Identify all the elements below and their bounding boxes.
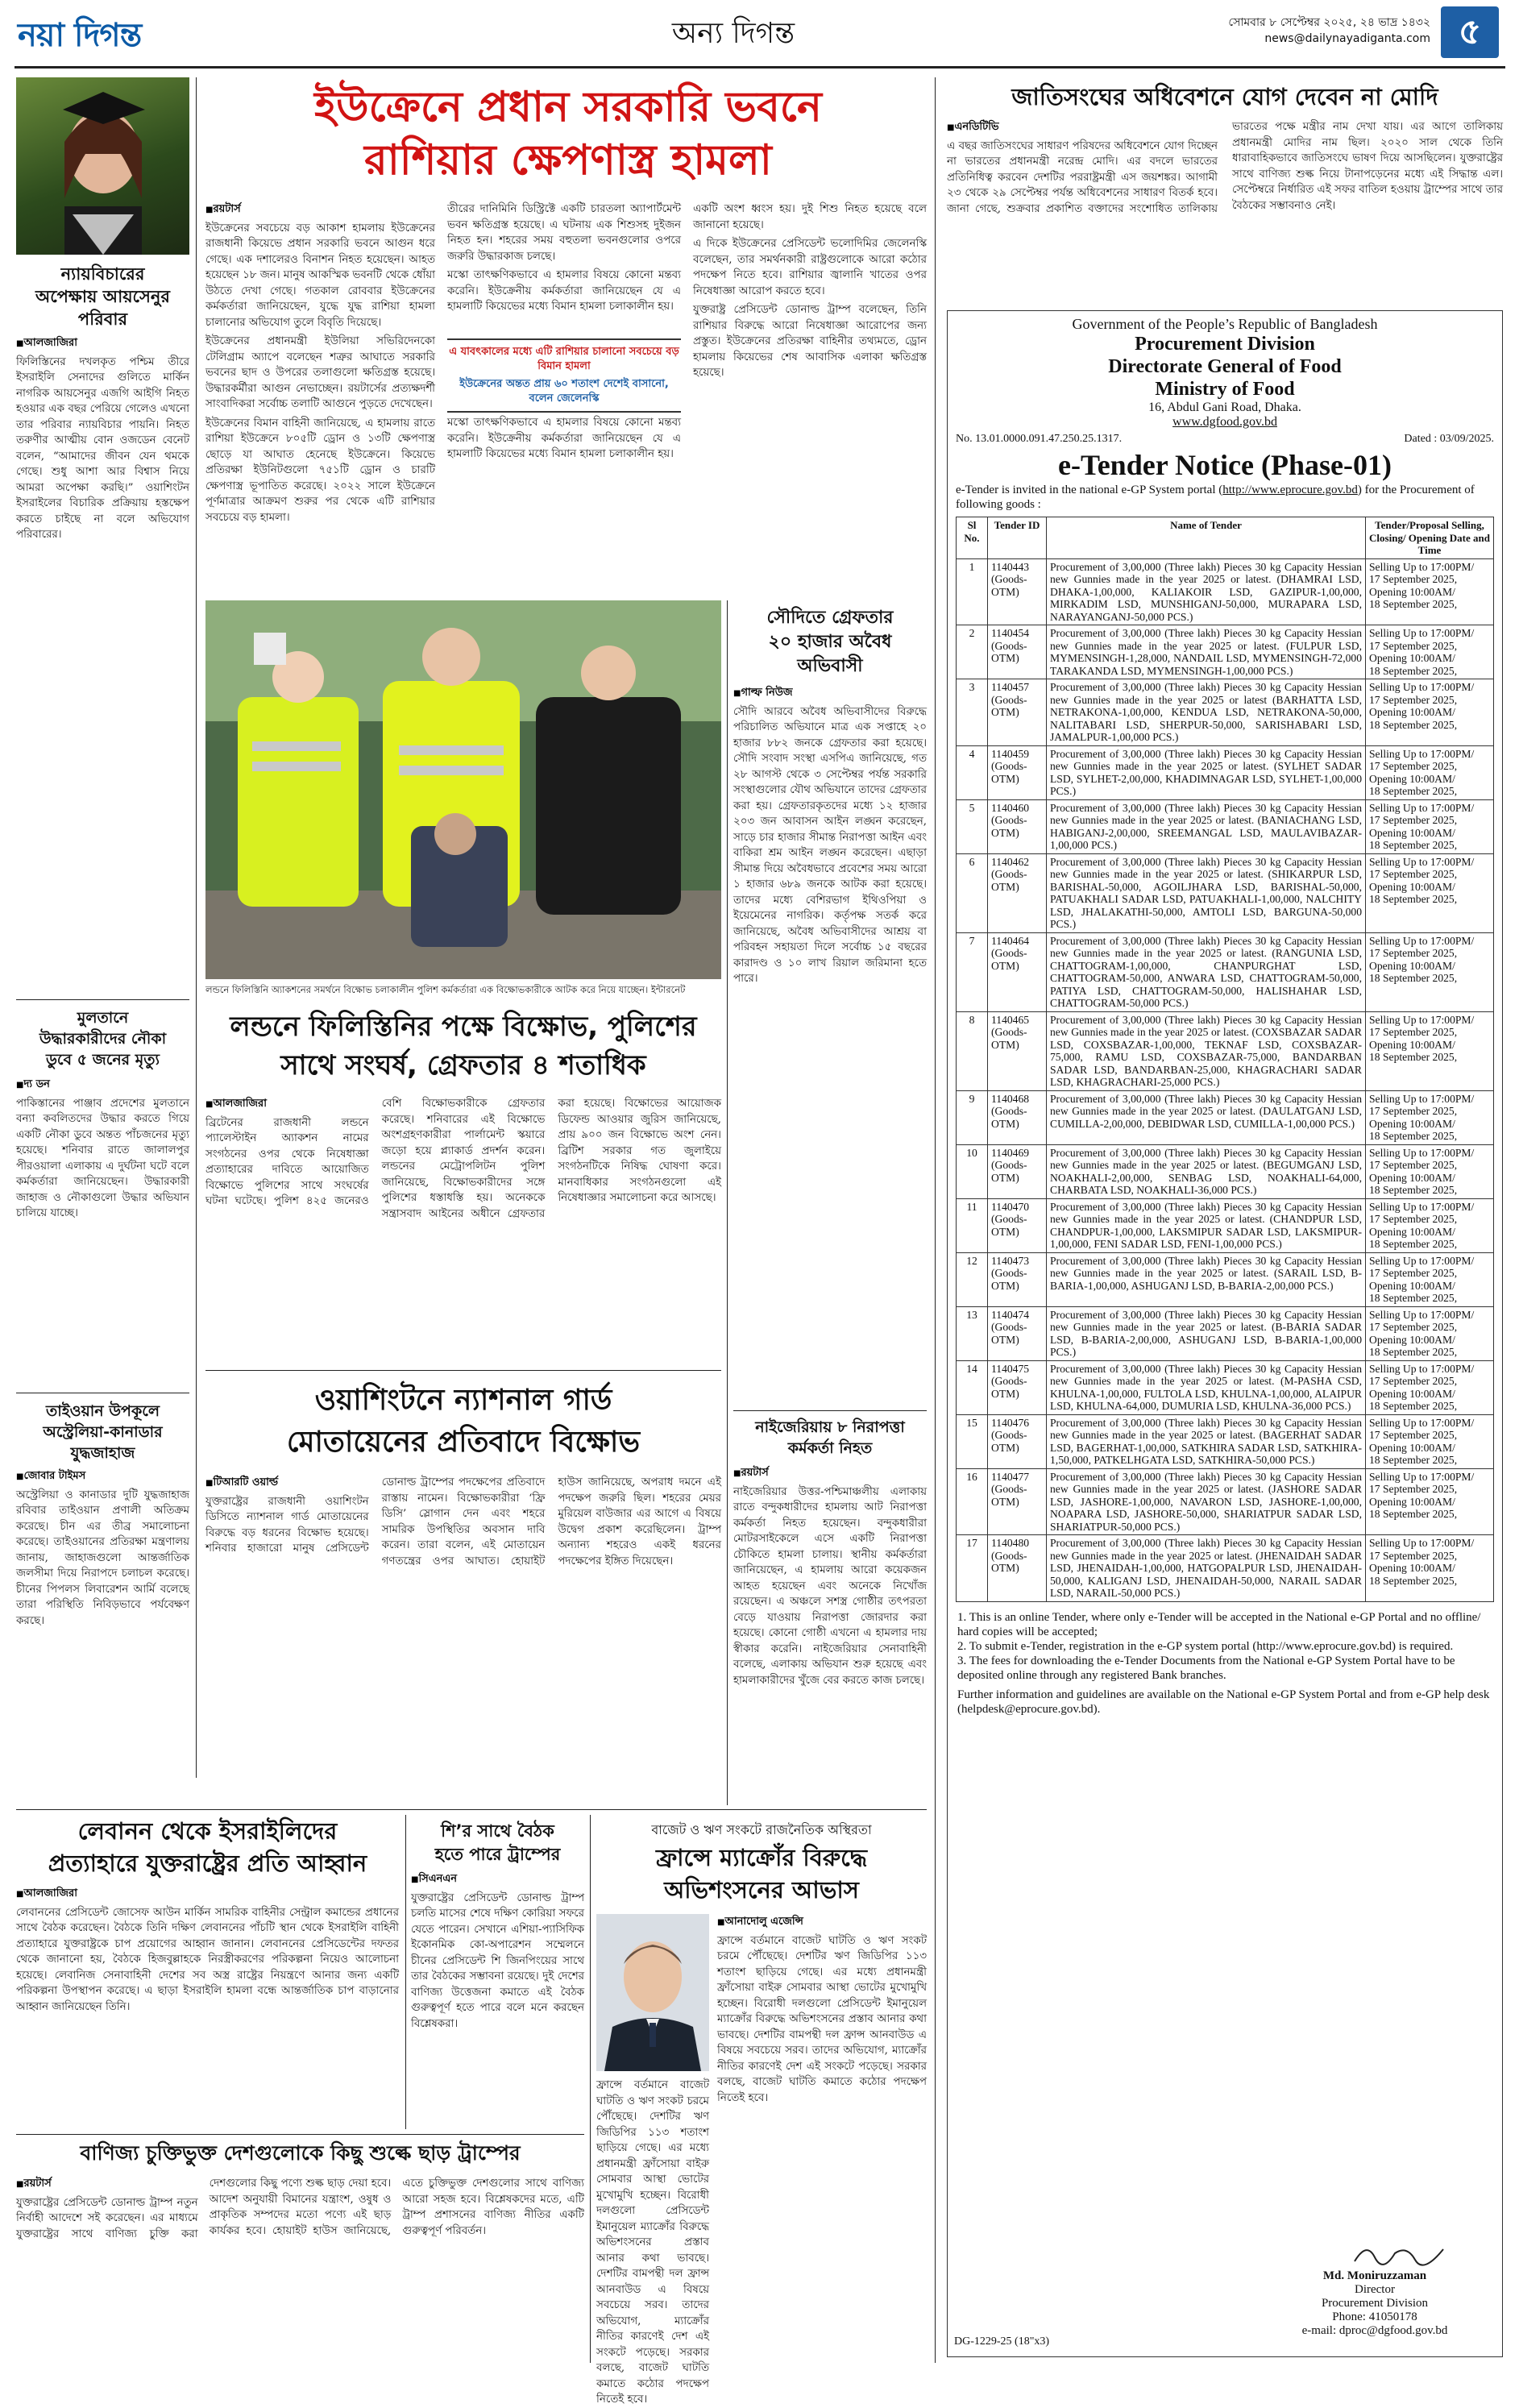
signature-icon	[1351, 2237, 1447, 2269]
schedule-line: Opening 10:00AM/	[1369, 1117, 1455, 1130]
schedule-line: Selling Up to 17:00PM/	[1369, 1470, 1475, 1483]
table-row	[957, 1306, 1494, 1360]
schedule-line: Opening 10:00AM/	[1369, 1441, 1455, 1454]
col-header-tender-id: Tender ID	[988, 517, 1047, 559]
tender-note-1: 1. This is an online Tender, where only e-Tender will be accepted in the National e-GP Portal and no offline/ hard copies will be accepted;	[957, 1610, 1481, 1638]
schedule-line: Selling Up to 17:00PM/	[1369, 1308, 1475, 1321]
schedule-line: 17 September 2025,	[1369, 693, 1458, 706]
xi-body: ■ সিএনএন যুক্তরাষ্ট্রের প্রেসিডেন্ট ডোনাল্ড ট্রাম্প চলতি মাসের শেষে দক্ষিণ কোরিয়া সফরে যেতে পারেন। সেখানে এশিয়া-প্যাসিফিক ইকোনমিক কো-অপারেশন সম্মেলনে চীনের প্রেসিডেন্ট শি জিনপিংয়ের সাথে তার বৈঠকের সম্ভাবনা রয়েছে। দুই দেশের বাণিজ্য উত্তেজনা কমাতে এই বৈঠক গুরুত্বপূর্ণ হতে পারে বলে মনে করছেন বিশ্লেষকরা।	[411, 1871, 584, 2129]
schedule-line: Selling Up to 17:00PM/	[1369, 1254, 1475, 1267]
schedule-line: 18 September 2025,	[1369, 718, 1458, 731]
sidebar2-headline: মুলতানে উদ্ধারকারীদের নৌকা ডুবে ৫ জনের মৃত্যু	[39, 1009, 167, 1069]
schedule-line: 18 September 2025,	[1369, 664, 1458, 677]
schedule-line: 17 September 2025,	[1369, 639, 1458, 652]
lead-col1: ■ রয়টার্স ইউক্রেনের সবচেয়ে বড় আকাশ হামলায় ইউক্রেনের রাজধানী কিয়েভে প্রধান সরকারি ভবনে আগুন ধরে গেছে। এক দশালেরও বিনাশন নিহত হয়েছেন। আহত হয়েছেন ১৮ জন। মানুষ আকস্মিক ভবনটি থেকে ধোঁয়া উঠতে দেখা গেছে। গতকাল রোববার ইউক্রেনের কর্মকর্তারা জানিয়েছেন, যুদ্ধে যুদ্ধ রাশিয়া হামলা চালানোর অভিযোগ তুলে বিবৃতি দিয়েছে। ইউক্রেনের প্রধানমন্ত্রী ইউলিয়া সভিরিদেনকো টেলিগ্রাম অ্যাপে বলেছেন শত্রুর আঘাতে সরকারি ভবনের ছাদ ও উপরের তলাগুলো ক্ষতিগ্রস্ত হয়েছে। উদ্ধারকর্মীরা আগুন নেভাচ্ছেন। রয়টার্সের প্রত্যক্ষদর্শী সাংবাদিকরা সর্বোচ্চ তলাটি আগুনে পুড়তে দেখেছেন। ইউক্রেনের বিমান বাহিনী জানিয়েছে, এ হামলায় রাতে রাশিয়া ইউক্রেনে ৮০৫টি ড্রোন ও ১৩টি ক্ষেপণাস্ত্র ছোড়ে যা আঘাত হেনেছে ইউক্রেনে। কিয়েভে প্রতিরক্ষা ইউনিটগুলো ৭৫১টি ড্রোন ও চারটি ক্ষেপণাস্ত্র ভূপাতিত করেছে। ২০২২ সালে ইউক্রেনে পূর্ণমাত্রার আক্রমণ শুরুর পর থেকে এটি রাশিয়ার সবচেয়ে বড় হামলা।	[205, 201, 435, 588]
schedule-line: 17 September 2025,	[1369, 868, 1458, 880]
london-headline: লন্ডনে ফিলিস্তিনির পক্ষে বিক্ষোভ, পুলিশের সাথে সংঘর্ষ, গ্রেফতার ৪ শতাধিক	[230, 1011, 697, 1082]
table-row	[957, 853, 1494, 932]
sidebar3-body: ■ জোবার টাইমস অস্ট্রেলিয়া ও কানাডার দুটি যুদ্ধজাহাজ রবিবার তাইওয়ান প্রণালী অতিক্রম করেছে। চীন এর তীব্র সমালোচনা করেছে। তাইওয়ানের প্রতিরক্ষা মন্ত্রণালয় জানায়, জাহাজগুলো আন্তর্জাতিক জলসীমা দিয়ে নিরাপদে চলাচল করেছে। চীনের পিপলস লিবারেশন আর্মি বলেছে তারা পরিস্থিতি নিবিড়ভাবে পর্যবেক্ষণ করছে।	[16, 1468, 189, 1775]
schedule-line: Selling Up to 17:00PM/	[1369, 747, 1475, 760]
schedule-line: Opening 10:00AM/	[1369, 1562, 1455, 1574]
schedule-line: Opening 10:00AM/	[1369, 706, 1455, 718]
sidebar1-headline: ন্যায়বিচারের অপেক্ষায় আয়সেনুর পরিবার	[35, 264, 170, 329]
tender-schedule	[1366, 679, 1494, 746]
col-header-name: Name of Tender	[1047, 517, 1366, 559]
tender-schedule	[1366, 932, 1494, 1011]
tender-id: 1140443 (Goods-OTM)	[988, 558, 1047, 625]
table-row	[957, 1414, 1494, 1468]
schedule-line: Opening 10:00AM/	[1369, 652, 1455, 664]
schedule-line: 18 September 2025,	[1369, 1400, 1458, 1412]
tender-name: Procurement of 3,00,000 (Three lakh) Pieces 30 kg Capacity Hessian new Gunnies made in the year 2025 or latest. (JHENAIDAH SADAR LSD, JHENAIDAH-1,00,000, HATGOPALPUR LSD, JHENAIDAH-50,000, KALIGANJ LSD, JHENAIDAH-50,000, NARAIL SADAR LSD, NARAIL-50,000 PCS.)	[1047, 1535, 1366, 1602]
tender-name: Procurement of 3,00,000 (Three lakh) Pieces 30 kg Capacity Hessian new Gunnies made in the year 2025 or latest (BARHATTA LSD, NETRAKONA-1,00,000, KENDUA LSD, NETRAKONA-50,000, NALITABARI LSD, SHERPUR-50,000, SARISHABARI LSD, JAMALPUR-1,00,000 PCS.)	[1047, 679, 1366, 746]
tender-sl: 15	[957, 1414, 988, 1468]
lead-col3: একটি অংশ ধ্বংস হয়। দুই শিশু নিহত হয়েছে বলে জানানো হয়েছে। এ দিকে ইউক্রেনের প্রেসিডেন্ট ভলোদিমির জেলেনস্কি বলেছেন, তার সমর্থনকারী রাষ্ট্রগুলোকে আরো কঠোর পদক্ষেপ নিতে হবে। রাশিয়ার জ্বালানি খাতের ওপর নিষেধাজ্ঞা আরোপ করতে হবে। যুক্তরাষ্ট্র প্রেসিডেন্ট ডোনাল্ড ট্রাম্প বলেছেন, তিনি রাশিয়ার বিরুদ্ধে আরো নিষেধাজ্ঞা আরোপের জন্য প্রস্তুত। ইউক্রেনের প্রতিরক্ষা বাহিনীর তথ্যমতে, ড্রোন হামলায় কিয়েভের শেষ আবাসিক এলাকা ক্ষতিগ্রস্ত হয়েছে।	[693, 203, 927, 379]
schedule-line: 18 September 2025,	[1369, 1346, 1458, 1358]
right-column-rule	[935, 77, 936, 2363]
tender-name: Procurement of 3,00,000 (Three lakh) Pieces 30 kg Capacity Hessian new Gunnies made in the year 2025 or latest. (SARAIL LSD, B-BARIA-1,00,000, ASHUGANJ LSD, B-BARIA-2,00,000 PCS.)	[1047, 1252, 1366, 1306]
schedule-line: 18 September 2025,	[1369, 839, 1458, 851]
tender-sl: 10	[957, 1144, 988, 1198]
macron-photo	[596, 1914, 709, 2071]
tender-notes	[948, 1602, 1502, 1717]
col-header-schedule: Tender/Proposal Selling, Closing/ Opening Date and Time	[1366, 517, 1494, 559]
tender-sl: 17	[957, 1535, 988, 1602]
lebanon-source: ■ আলজাজিরা	[16, 1886, 399, 1903]
sidebar-divider-1	[16, 999, 189, 1000]
tender-name: Procurement of 3,00,000 (Three lakh) Pieces 30 kg Capacity Hessian new Gunnies made in the year 2025 or latest. (CHANDPUR LSD, CHANDPUR-1,00,000, LAKSMIPUR SADAR LSD, LAKSMIPUR-1,00,000, FENI SADAR LSD, FENI-1,00,000 PCS.)	[1047, 1198, 1366, 1252]
schedule-line: 17 September 2025,	[1369, 1159, 1458, 1171]
lead-col2-continued: মস্কো তাৎক্ষণিকভাবে এ হামলার বিষয়ে কোনো মন্তব্য করেনি। ইউক্রেনীয় কর্মকর্তারা জানিয়েছেন যে এ হামলাটি কিয়েভের মধ্যে বিমান হামলা চলাকালীন হয়।	[447, 417, 681, 460]
col-header-sl: Sl No.	[957, 517, 988, 559]
tender-sl: 2	[957, 625, 988, 679]
schedule-line: Opening 10:00AM/	[1369, 880, 1455, 893]
tender-sl: 9	[957, 1090, 988, 1144]
un-body: ■ এনডিটিভি এ বছর জাতিসংঘের সাধারণ পরিষদের অধিবেশনে যোগ দিচ্ছেন না ভারতের প্রধানমন্ত্রী নরেন্দ্র মোদি। এর বদলে ভারতের প্রতিনিধিত্ব করবেন দেশটির পররাষ্ট্রমন্ত্রী এস জয়শঙ্কর। আগামী ২৩ থেকে ২৯ সেপ্টেম্বর পর্যন্ত অধিবেশনের সাধারণ বিতর্ক হবে। জানা গেছে, শুক্রবার প্রকাশিত বক্তাদের সংশোধিত তালিকায় ভারতের পক্ষে মন্ত্রীর নাম দেখা যায়। এর আগে তালিকায় প্রধানমন্ত্রী মোদির নাম ছিল। ২০২০ সাল থেকে তিনি ধারাবাহিকভাবে জাতিসংঘে ভাষণ দিয়ে আসছিলেন। যুক্তরাষ্ট্রের সাথে বাণিজ্য শুল্ক নিয়ে টানাপড়েনের মধ্যে এই সিদ্ধান্ত এল। সেপ্টেম্বরে নির্ধারিত এই সফর বাতিল হওয়ায় ট্রাম্পের সাথে তার বৈঠকের সম্ভাবনাও নেই।	[947, 119, 1503, 305]
schedule-line: Selling Up to 17:00PM/	[1369, 1362, 1475, 1375]
table-row	[957, 679, 1494, 746]
london-protest-photo	[205, 600, 721, 979]
washington-top-rule	[205, 1370, 721, 1371]
schedule-line: Opening 10:00AM/	[1369, 1333, 1455, 1346]
bottom-row-rule	[16, 1809, 927, 1810]
schedule-line: Opening 10:00AM/	[1369, 585, 1455, 598]
eprocure-link[interactable]: http://www.eprocure.gov.bd	[1222, 484, 1358, 496]
sidebar2-source: ■ দ্য ডন	[16, 1077, 189, 1094]
schedule-line: 17 September 2025,	[1369, 947, 1458, 959]
masthead-rule	[15, 66, 1505, 69]
tender-schedule	[1366, 1360, 1494, 1414]
tender-schedule	[1366, 1468, 1494, 1535]
london-source: ■ আলজাজিরা	[205, 1096, 369, 1113]
schedule-line: Selling Up to 17:00PM/	[1369, 560, 1475, 573]
schedule-line: 17 September 2025,	[1369, 1267, 1458, 1279]
tender-schedule	[1366, 558, 1494, 625]
sidebar3-headline: তাইওয়ান উপকূলে অস্ট্রেলিয়া-কানাডার যুদ্ধজাহাজ	[43, 1402, 163, 1462]
saudi-source: ■ গাল্ফ নিউজ	[733, 685, 927, 702]
france-body-left: ফ্রান্সে বর্তমানে বাজেট ঘাটতি ও ঋণ সংকট চরমে পৌঁছেছে। দেশটির ঋণ জিডিপির ১১৩ শতাংশ ছাড়িয়ে গেছে। এর মধ্যে প্রধানমন্ত্রী ফ্রাঁসোয়া বাইরু সোমবার আস্থা ভোটের মুখোমুখি হচ্ছেন। বিরোধী দলগুলো প্রেসিডেন্ট ইমানুয়েল ম্যাক্রোঁর বিরুদ্ধে অভিশংসনের প্রস্তাব আনার কথা ভাবছে। দেশটির বামপন্থী দল ফ্রান্স আনবাউড এ বিষয়ে সবচেয়ে সরব। তাদের অভিযোগ, ম্যাক্রোঁর নীতির কারণেই দেশ এই সংকটে পড়েছে। সরকার বলছে, বাজেট ঘাটতি কমাতে কঠোর পদক্ষেপ নিতেই হবে।	[596, 2079, 709, 2406]
schedule-line: Selling Up to 17:00PM/	[1369, 855, 1475, 868]
tender-note-3: 3. The fees for downloading the e-Tender Documents from the National e-GP System Portal have to be deposited online through any registered Bank branches.	[957, 1654, 1455, 1682]
tender-schedule	[1366, 1144, 1494, 1198]
trade-body: ■ রয়টার্স যুক্তরাষ্ট্রের প্রেসিডেন্ট ডোনাল্ড ট্রাম্প নতুন নির্বাহী আদেশে সই করেছেন। এর মাধ্যমে যুক্তরাষ্ট্রের সাথে বাণিজ্য চুক্তি করা দেশগুলোর কিছু পণ্যে শুল্ক ছাড় দেয়া হবে। আদেশ অনুযায়ী বিমানের যন্ত্রাংশ, ওষুধ ও প্রাকৃতিক সম্পদের মতো পণ্যে এই ছাড় কার্যকর হবে। হোয়াইট হাউস জানিয়েছে, এতে চুক্তিভুক্ত দেশগুলোর সাথে বাণিজ্য আরো সহজ হবে। বিশ্লেষকদের মতে, এটি ট্রাম্প প্রশাসনের বাণিজ্য নীতির একটি গুরুত্বপূর্ণ পরিবর্তন।	[16, 2176, 584, 2357]
nigeria-headline: নাইজেরিয়ায় ৮ নিরাপত্তা কর্মকর্তা নিহত	[755, 1418, 905, 1457]
tender-schedule	[1366, 1011, 1494, 1090]
tender-signer: Md. Moniruzzaman Director Procurement Division Phone: 41050178 e-mail: dproc@dgfood.gov.bd	[1254, 2269, 1496, 2338]
tender-id: 1140475 (Goods-OTM)	[988, 1360, 1047, 1414]
london-photo-caption: লন্ডনে ফিলিস্তিনি অ্যাকশনের সমর্থনে বিক্ষোভ চলাকালীন পুলিশ কর্মকর্তারা এক বিক্ষোভকারীকে আটক করে নিয়ে যাচ্ছেন। ইন্টারনেট	[205, 984, 686, 995]
tender-table	[956, 517, 1494, 1602]
tender-id: 1140465 (Goods-OTM)	[988, 1011, 1047, 1090]
tender-title: e-Tender Notice (Phase-01)	[1058, 449, 1392, 481]
schedule-line: 17 September 2025,	[1369, 1549, 1458, 1562]
tender-name: Procurement of 3,00,000 (Three lakh) Pieces 30 kg Capacity Hessian new Gunnies made in the year 2025 or latest. (SHIKARPUR LSD, BARISHAL-50,000, AGOILJHARA LSD, BARISHAL-50,000, PATUAKHALI SADAR LSD, PATUAKHALI-1,00,000, NALCHITY LSD, JHALAKATHI-50,000, AMTOLI LSD, BARGUNA-50,000 PCS.)	[1047, 853, 1366, 932]
washington-source: ■ টিআরটি ওয়ার্ল্ড	[205, 1475, 369, 1492]
tender-ministry: Ministry of Food	[1155, 379, 1295, 400]
lebanon-body: ■ আলজাজিরা লেবাননের প্রেসিডেন্ট জোসেফ আউন মার্কিন সামরিক বাহিনীর সেন্ট্রাল কমান্ডের প্রধানের সাথে বৈঠক করেছেন। বৈঠকে তিনি দক্ষিণ লেবাননের পাঁচটি স্থান থেকে ইসরাইলি বাহিনী প্রত্যাহারে যুক্তরাষ্ট্রকে চাপ প্রয়োগের আহ্বান জানান। লেবাননের প্রেসিডেন্টের দফতর থেকে জানানো হয়, বৈঠকে হিজবুল্লাহকে নিরস্ত্রীকরণের পরিকল্পনা নিয়েও আলোচনা হয়েছে। লেবানিজ সেনাবাহিনী দেশের সব অস্ত্র রাষ্ট্রের নিয়ন্ত্রণে আনার জন্য একটি পরিকল্পনা উপস্থাপন করেছে। এ ছাড়া ইসরাইলি হামলা বন্ধে আন্তর্জাতিক চাপ বাড়ানোর আহ্বান জানিয়েছেন তিনি।	[16, 1886, 399, 2103]
tender-schedule	[1366, 1252, 1494, 1306]
tender-sl: 12	[957, 1252, 988, 1306]
france-body-right: ■ আনাদোলু এজেন্সি ফ্রান্সে বর্তমানে বাজেট ঘাটতি ও ঋণ সংকট চরমে পৌঁছেছে। দেশটির ঋণ জিডিপির ১১৩ শতাংশ ছাড়িয়ে গেছে। এর মধ্যে প্রধানমন্ত্রী ফ্রাঁসোয়া বাইরু সোমবার আস্থা ভোটের মুখোমুখি হচ্ছেন। বিরোধী দলগুলো প্রেসিডেন্ট ইমানুয়েল ম্যাক্রোঁর বিরুদ্ধে অভিশংসনের প্রস্তাব আনার কথা ভাবছে। দেশটির বামপন্থী দল ফ্রান্স আনবাউড এ বিষয়ে সবচেয়ে সরব। তাদের অভিযোগ, ম্যাক্রোঁর নীতির কারণেই দেশ এই সংকটে পড়েছে। সরকার বলছে, বাজেট ঘাটতি কমাতে কঠোর পদক্ষেপ নিতেই হবে।	[717, 1914, 927, 2365]
schedule-line: 18 September 2025,	[1369, 598, 1458, 610]
tender-schedule	[1366, 1535, 1494, 1602]
trade-source: ■ রয়টার্স	[16, 2176, 198, 2193]
tender-division: Procurement Division	[1135, 334, 1315, 355]
tender-name: Procurement of 3,00,000 (Three lakh) Pieces 30 kg Capacity Hessian new Gunnies made in the year 2025 or latest. (M-PASHA CSD, KHULNA-1,00,000, FULTOLA LSD, KHULNA-1,00,000, ALAIPUR LSD, KHULNA-64,000, DUMURIA LSD, KHULNA-36,000 PCS.)	[1047, 1360, 1366, 1414]
lebanon-headline: লেবানন থেকে ইসরাইলিদের প্রত্যাহারে যুক্তরাষ্ট্রের প্রতি আহ্বান	[48, 1817, 367, 1877]
schedule-line: 18 September 2025,	[1369, 1574, 1458, 1587]
france-headline: ফ্রান্সে ম্যাক্রোঁর বিরুদ্ধে অভিশংসনের আভাস	[655, 1844, 868, 1904]
table-row	[957, 558, 1494, 625]
saudi-column-rule	[727, 600, 728, 1805]
washington-body: ■ টিআরটি ওয়ার্ল্ড যুক্তরাষ্ট্রের রাজধানী ওয়াশিংটন ডিসিতে ন্যাশনাল গার্ড মোতায়েনের বিরুদ্ধে বড় ধরনের বিক্ষোভ হয়েছে। শনিবার হাজারো মানুষ প্রেসিডেন্ট ডোনাল্ড ট্রাম্পের পদক্ষেপের প্রতিবাদে রাস্তায় নামেন। বিক্ষোভকারীরা ‘ফ্রি ডিসি’ স্লোগান দেন এবং শহরে সামরিক উপস্থিতির অবসান দাবি করেন। তারা বলেন, এই মোতায়েন গণতন্ত্রের ওপর আঘাত। হোয়াইট হাউস জানিয়েছে, অপরাধ দমনে এই পদক্ষেপ জরুরি ছিল। শহরের মেয়র মুরিয়েল বাউজার এর আগে এ বিষয়ে উদ্বেগ প্রকাশ করেছিলেন। ট্রাম্প অন্যান্য শহরেও একই ধরনের পদক্ষেপের ইঙ্গিত দিয়েছেন।	[205, 1475, 721, 1805]
sidebar-column-rule	[196, 77, 197, 1778]
tender-note-2: 2. To submit e-Tender, registration in the e-GP system portal (http://www.eprocure.gov.bd) is required.	[957, 1639, 1454, 1653]
tender-name: Procurement of 3,00,000 (Three lakh) Pieces 30 kg Capacity Hessian new Gunnies made in the year 2025 or latest. (BAGERHAT SADAR LSD, BAGERHAT-1,00,000, SATKHIRA SADAR LSD, SATKHIRA-1,50,000, PATKELHGATA LSD, SATKHIRA-50,000 PCS.)	[1047, 1414, 1366, 1468]
table-row	[957, 1252, 1494, 1306]
tender-memo-no: No. 13.01.0000.091.47.250.25.1317.	[956, 433, 1123, 445]
trade-top-rule	[16, 2134, 584, 2135]
lead-source: ■ রয়টার্স	[205, 201, 435, 218]
tender-sl: 16	[957, 1468, 988, 1535]
schedule-line: Selling Up to 17:00PM/	[1369, 801, 1475, 814]
tender-name: Procurement of 3,00,000 (Three lakh) Pieces 30 kg Capacity Hessian new Gunnies made in the year 2025 or latest. (B-BARIA SADAR LSD, B-BARIA-2,00,000, ASHUGANJ LSD, B-BARIA-1,00,000 PCS.)	[1047, 1306, 1366, 1360]
sidebar-portrait-photo	[16, 77, 189, 255]
schedule-line: 18 September 2025,	[1369, 893, 1458, 905]
tender-id: 1140477 (Goods-OTM)	[988, 1468, 1047, 1535]
schedule-line: 17 September 2025,	[1369, 760, 1458, 772]
table-row	[957, 1011, 1494, 1090]
masthead	[0, 0, 1519, 71]
schedule-line: Selling Up to 17:00PM/	[1369, 681, 1475, 693]
tender-notice	[947, 310, 1503, 2357]
tender-sl: 14	[957, 1360, 988, 1414]
schedule-line: Selling Up to 17:00PM/	[1369, 934, 1475, 947]
tender-schedule	[1366, 625, 1494, 679]
schedule-line: 18 September 2025,	[1369, 1508, 1458, 1520]
tender-id: 1140480 (Goods-OTM)	[988, 1535, 1047, 1602]
tender-gov: Government of the People’s Republic of Bangladesh	[1072, 316, 1378, 332]
xi-left-rule	[405, 1815, 406, 2129]
person-portrait-icon	[596, 1914, 709, 2071]
table-row	[957, 745, 1494, 799]
table-row	[957, 1360, 1494, 1414]
lead-col2: তীরের দানিমিনি ডিস্ট্রিক্টে একটি চারতলা অ্যাপার্টমেন্ট ভবন ক্ষতিগ্রস্ত হয়েছে। এ ঘটনায় এক শিশুসহ দুইজন নিহত হন। শহরের সময় বহুতলা ভবনগুলোর ওপরে জরুরি উদ্ধারকাজ চলছে। মস্কো তাৎক্ষণিকভাবে এ হামলার বিষয়ে কোনো মন্তব্য করেনি। ইউক্রেনীয় কর্মকর্তারা জানিয়েছেন যে এ হামলাটি কিয়েভের মধ্যে বিমান হামলা চলাকালীন হয়।	[447, 203, 681, 313]
schedule-line: 17 September 2025,	[1369, 1483, 1458, 1495]
schedule-line: Selling Up to 17:00PM/	[1369, 1092, 1475, 1105]
tender-schedule	[1366, 853, 1494, 932]
schedule-line: Selling Up to 17:00PM/	[1369, 1416, 1475, 1429]
tender-name: Procurement of 3,00,000 (Three lakh) Pieces 30 kg Capacity Hessian new Gunnies made in the year 2025 or latest. (COXSBAZAR SADAR LSD, COXSBAZAR-1,00,000, TEKNAF LSD, COXSBAZAR-75,000, RAMU LSD, COXSBAZAR-75,000, BANDARBAN SADAR LSD, BANDARBAN-25,000, KHAGRACHARI SADAR LSD, KHAGRACHARI-25,000 PCS.)	[1047, 1011, 1366, 1090]
schedule-line: Selling Up to 17:00PM/	[1369, 1146, 1475, 1159]
schedule-line: Opening 10:00AM/	[1369, 826, 1455, 839]
tender-sl: 8	[957, 1011, 988, 1090]
person-portrait-icon	[16, 77, 189, 255]
tender-id: 1140459 (Goods-OTM)	[988, 745, 1047, 799]
tender-intro: e-Tender is invited in the national e-GP System portal (http://www.eprocure.gov.bd) for the Procurement of following goods :	[956, 484, 1475, 511]
tender-website[interactable]: www.dgfood.gov.bd	[1172, 415, 1277, 429]
tender-schedule	[1366, 745, 1494, 799]
tender-further-info: Further information and guidelines are available on the National e-GP System Portal and from e-GP help desk (helpdesk@eprocure.gov.bd).	[957, 1688, 1490, 1716]
tender-id: 1140469 (Goods-OTM)	[988, 1144, 1047, 1198]
schedule-line: 18 September 2025,	[1369, 1454, 1458, 1466]
schedule-line: 17 September 2025,	[1369, 814, 1458, 826]
issue-date: সোমবার ৮ সেপ্টেম্বর ২০২৫, ২৪ ভাদ্র ১৪৩২	[1228, 16, 1430, 29]
un-headline: জাতিসংঘের অধিবেশনে যোগ দেবেন না মোদি	[1011, 83, 1438, 110]
schedule-line: 17 September 2025,	[1369, 573, 1458, 585]
schedule-line: 18 September 2025,	[1369, 1238, 1458, 1250]
tender-sl: 7	[957, 932, 988, 1011]
schedule-line: 18 September 2025,	[1369, 1292, 1458, 1304]
table-row	[957, 1090, 1494, 1144]
schedule-line: Opening 10:00AM/	[1369, 1279, 1455, 1292]
tender-id: 1140454 (Goods-OTM)	[988, 625, 1047, 679]
tender-schedule	[1366, 799, 1494, 853]
schedule-line: 17 September 2025,	[1369, 1321, 1458, 1333]
tender-address: 16, Abdul Gani Road, Dhaka.	[1148, 401, 1301, 414]
tender-sl: 4	[957, 745, 988, 799]
section-title: অন্য দিগন্ত	[671, 17, 795, 50]
schedule-line: 17 September 2025,	[1369, 1213, 1458, 1225]
schedule-line: Selling Up to 17:00PM/	[1369, 1537, 1475, 1549]
tender-schedule	[1366, 1306, 1494, 1360]
schedule-line: 18 September 2025,	[1369, 1051, 1458, 1063]
france-kicker: বাজেট ও ঋণ সংকটে রাজনৈতিক অস্থিরতা	[651, 1822, 872, 1837]
sidebar2-body: ■ দ্য ডন পাকিস্তানের পাঞ্জাব প্রদেশের মুলতানে বন্যা কবলিতদের উদ্ধার করতে গিয়ে একটি নৌকা ডুবে অন্তত পাঁচজনের মৃত্যু হয়েছে। শনিবার রাতে জালালপুর পীরওয়ালা এলাকায় এ দুর্ঘটনা ঘটে বলে কর্মকর্তারা জানিয়েছেন। উদ্ধারকারী জাহাজ ও নৌকাগুলো উদ্ধার অভিযান চালিয়ে যাচ্ছে।	[16, 1077, 189, 1383]
schedule-line: 17 September 2025,	[1369, 1026, 1458, 1038]
london-body: ■ আলজাজিরা ব্রিটেনের রাজধানী লন্ডনে প্যালেস্টাইন অ্যাকশন নামের সংগঠনের ওপর থেকে নিষেধাজ্ঞা প্রত্যাহারের দাবিতে আয়োজিত বিক্ষোভে পুলিশের সাথে সংঘর্ষের ঘটনা ঘটেছে। পুলিশ ৪২৫ জনেরও বেশি বিক্ষোভকারীকে গ্রেফতার করেছে। শনিবারের এই বিক্ষোভে অংশগ্রহণকারীরা পার্লামেন্ট স্কয়ারে জড়ো হয়ে প্ল্যাকার্ড প্রদর্শন করেন। লন্ডনের মেট্রোপলিটন পুলিশ জানিয়েছে, বিক্ষোভকারীদের সঙ্গে পুলিশের ধস্তাধস্তি হয়। অনেককে সন্ত্রাসবাদ আইনের অধীনে গ্রেফতার করা হয়েছে। বিক্ষোভের আয়োজক ডিফেন্ড আওয়ার জুরিস জানিয়েছে, প্রায় ৯০০ জন বিক্ষোভে অংশ নেন। ব্রিটিশ সরকার গত জুলাইয়ে সংগঠনটিকে নিষিদ্ধ ঘোষণা করে। মানবাধিকার সংগঠনগুলো এই নিষেধাজ্ঞার সমালোচনা করে আসছে।	[205, 1096, 721, 1362]
table-row	[957, 1468, 1494, 1535]
schedule-line: Selling Up to 17:00PM/	[1369, 627, 1475, 639]
schedule-line: 17 September 2025,	[1369, 1105, 1458, 1117]
schedule-line: Opening 10:00AM/	[1369, 772, 1455, 785]
tender-schedule	[1366, 1198, 1494, 1252]
tender-sl: 1	[957, 558, 988, 625]
tender-sl: 6	[957, 853, 988, 932]
tender-id: 1140460 (Goods-OTM)	[988, 799, 1047, 853]
xi-source: ■ সিএনএন	[411, 1871, 584, 1888]
tender-id: 1140468 (Goods-OTM)	[988, 1090, 1047, 1144]
tender-id: 1140474 (Goods-OTM)	[988, 1306, 1047, 1360]
tender-name: Procurement of 3,00,000 (Three lakh) Pieces 30 kg Capacity Hessian new Gunnies made in the year 2025 or latest. (RANGUNIA LSD, CHATTOGRAM-1,00,000, CHANPURGHAT LSD, CHATTOGRAM-50,000, ANWARA LSD, CHATTOGRAM-50,000, PATIYA LSD, CHATTOGRAM-50,000, HALISHAHAR LSD, CHATTOGRAM-50,000 PCS.)	[1047, 932, 1366, 1011]
tender-directorate: Directorate General of Food	[1108, 356, 1342, 377]
schedule-line: Opening 10:00AM/	[1369, 1038, 1455, 1051]
schedule-line: 18 September 2025,	[1369, 1130, 1458, 1142]
schedule-line: Opening 10:00AM/	[1369, 1225, 1455, 1238]
xi-headline: শি’র সাথে বৈঠক হতে পারে ট্রাম্পের	[434, 1821, 561, 1864]
schedule-line: Opening 10:00AM/	[1369, 1387, 1455, 1400]
tender-sl: 5	[957, 799, 988, 853]
tender-id: 1140473 (Goods-OTM)	[988, 1252, 1047, 1306]
page-number: ৫	[1441, 6, 1499, 58]
un-source: ■ এনডিটিভি	[947, 119, 1218, 136]
schedule-line: 18 September 2025,	[1369, 972, 1458, 984]
schedule-line: 18 September 2025,	[1369, 1184, 1458, 1196]
police-arrest-scene-icon	[205, 600, 721, 979]
tender-sl: 11	[957, 1198, 988, 1252]
table-row	[957, 1198, 1494, 1252]
tender-id: 1140464 (Goods-OTM)	[988, 932, 1047, 1011]
tender-name: Procurement of 3,00,000 (Three lakh) Pieces 30 kg Capacity Hessian new Gunnies made in the year 2025 or latest. (FULPUR LSD, MYMENSINGH-1,28,000, NANDAIL LSD, MYMENSINGH-72,000 TARAKANDA LSD, MYMENSINGH-1,00,000 PCS.)	[1047, 625, 1366, 679]
schedule-line: Selling Up to 17:00PM/	[1369, 1200, 1475, 1213]
tender-name: Procurement of 3,00,000 (Three lakh) Pieces 30 kg Capacity Hessian new Gunnies made in the year 2025 or latest. (DHAMRAI LSD, DHAKA-1,00,000, KALIAKOIR LSD, GAZIPUR-1,00,000, MIRKADIM LSD, MUNSHIGANJ-50,000, MURAPARA LSD, NARAYANGANJ-50,000 PCS.)	[1047, 558, 1366, 625]
logo[interactable]: নয়া দিগন্ত	[18, 17, 142, 54]
table-row	[957, 932, 1494, 1011]
email-link[interactable]: news@dailynayadiganta.com	[1264, 32, 1430, 45]
lead-headline: ইউক্রেনে প্রধান সরকারি ভবনে রাশিয়ার ক্ষেপণাস্ত্র হামলা	[314, 83, 822, 185]
tender-name: Procurement of 3,00,000 (Three lakh) Pieces 30 kg Capacity Hessian new Gunnies made in the year 2025 or latest. (BEGUMGANJ LSD, NOAKHALI-2,00,000, SENBAG LSD, NOAKHALI-64,000, CHARBATA LSD, NOAKHALI-36,000 PCS.)	[1047, 1144, 1366, 1198]
tender-id: 1140462 (Goods-OTM)	[988, 853, 1047, 932]
washington-headline: ওয়াশিংটনে ন্যাশনাল গার্ড মোতায়েনের প্রতিবাদে বিক্ষোভ	[286, 1384, 641, 1459]
schedule-line: 17 September 2025,	[1369, 1375, 1458, 1387]
tender-name: Procurement of 3,00,000 (Three lakh) Pieces 30 kg Capacity Hessian new Gunnies made in the year 2025 or latest. (SYLHET SADAR LSD, SYLHET-2,00,000, KHADIMNAGAR LSD, SYLHET-1,00,000 PCS.)	[1047, 745, 1366, 799]
tender-schedule	[1366, 1414, 1494, 1468]
signature-mark	[1351, 2237, 1447, 2269]
tender-sl: 13	[957, 1306, 988, 1360]
schedule-line: Selling Up to 17:00PM/	[1369, 1013, 1475, 1026]
schedule-line: 18 September 2025,	[1369, 785, 1458, 797]
saudi-body: ■ গাল্ফ নিউজ সৌদি আরবে অবৈধ অভিবাসীদের বিরুদ্ধে পরিচালিত অভিযানে মাত্র এক সপ্তাহে ২০ হাজার ৮৮২ জনকে গ্রেফতার করা হয়েছে। সৌদি সংবাদ সংস্থা এসপিএ জানিয়েছে, গত ২৮ আগস্ট থেকে ৩ সেপ্টেম্বর পর্যন্ত সরকারি সংস্থাগুলোর যৌথ অভিযানে তাদের গ্রেফতার করা হয়। গ্রেফতারকৃতদের মধ্যে ১২ হাজার ২০৩ জন আবাসন আইন লঙ্ঘন করেছেন, সাড়ে চার হাজার সীমান্ত নিরাপত্তা আইন এবং বাকিরা শ্রম আইন লঙ্ঘন করেছেন। এছাড়া সীমান্ত দিয়ে অবৈধভাবে প্রবেশের সময় আরো ১ হাজার ৬৮৯ জনকে আটক করা হয়েছে। তাদের মধ্যে বেশিরভাগ ইথিওপিয়া ও ইয়েমেনের নাগরিক। কর্তৃপক্ষ সতর্ক করে জানিয়েছে, অবৈধ অভিবাসীদের আশ্রয় বা পরিবহন সহায়তা দিলে সর্বোচ্চ ১৫ বছরের কারাদণ্ড ও ১০ লাখ রিয়াল জরিমানা হতে পারে।	[733, 685, 927, 1394]
signer-email[interactable]: e-mail: dproc@dgfood.gov.bd	[1301, 2324, 1448, 2337]
trade-headline: বাণিজ্য চুক্তিভুক্ত দেশগুলোকে কিছু শুল্কে ছাড় ট্রাম্পের	[80, 2141, 521, 2165]
tender-dg-code: DG-1229-25 (18"x3)	[954, 2335, 1050, 2348]
table-row	[957, 799, 1494, 853]
sidebar1-body: ■ আলজাজিরা ফিলিস্তিনের দখলকৃত পশ্চিম তীরে ইসরাইলি সেনাদের গুলিতে মার্কিন নাগরিক আয়সেনুর এজগি আইগি নিহত হওয়ার এক বছর পেরিয়ে গেলেও এখনো তার পরিবার ন্যায়বিচার পায়নি। নিহত তরুণীর আত্মীয় বোন ওজডেন বেনেট বলেন, “আমাদের জীবন যেন থমকে গেছে। শুধু আশা আর বিশ্বাস নিয়ে আমরা অপেক্ষা করছি।” ওয়াশিংটন ইসরাইলের বিচারিক প্রক্রিয়ায় হস্তক্ষেপ করতে চাইছে না বলে অভিযোগ পরিবারের।	[16, 335, 189, 1141]
table-row	[957, 625, 1494, 679]
nigeria-body: ■ রয়টার্স নাইজেরিয়ার উত্তর-পশ্চিমাঞ্চলীয় এলাকায় রাতে বন্দুকধারীদের হামলায় আট নিরাপত্তা কর্মকর্তা নিহত হয়েছেন। বন্দুকধারীরা মোটরসাইকেলে এসে একটি নিরাপত্তা চৌকিতে হামলা চালায়। স্থানীয় কর্মকর্তারা জানিয়েছেন, এ হামলায় আরো কয়েকজন আহত হয়েছেন এবং অনেকে নিখোঁজ রয়েছেন। এ অঞ্চলে সশস্ত্র গোষ্ঠীর তৎপরতা বেড়ে যাওয়ায় নিরাপত্তা জোরদার করা হয়েছে। কোনো গোষ্ঠী এখনো এ হামলার দায় স্বীকার করেনি। নাইজেরিয়ার সেনাবাহিনী বলেছে, এলাকায় অভিযান শুরু হয়েছে এবং হামলাকারীদের খুঁজে বের করতে কাজ চলছে।	[733, 1465, 927, 1804]
schedule-line: Opening 10:00AM/	[1369, 959, 1455, 972]
table-row	[957, 1535, 1494, 1602]
schedule-line: Opening 10:00AM/	[1369, 1495, 1455, 1508]
tender-schedule	[1366, 1090, 1494, 1144]
saudi-headline: সৌদিতে গ্রেফতার ২০ হাজার অবৈধ অভিবাসী	[766, 608, 894, 676]
france-left-rule	[590, 1815, 591, 2363]
tender-id: 1140476 (Goods-OTM)	[988, 1414, 1047, 1468]
nigeria-source: ■ রয়টার্স	[733, 1465, 927, 1482]
schedule-line: Opening 10:00AM/	[1369, 1171, 1455, 1184]
lead-quote-box: এ যাবৎকালের মধ্যে এটি রাশিয়ার চালানো সবচেয়ে বড় বিমান হামলা ইউক্রেনের অন্তত প্রায় ৬০ শতাংশ দেশেই বাসানো, বলেন জেলেনস্কি	[447, 338, 681, 413]
tender-id: 1140457 (Goods-OTM)	[988, 679, 1047, 746]
tender-sl: 3	[957, 679, 988, 746]
nigeria-top-rule	[733, 1410, 927, 1411]
tender-name: Procurement of 3,00,000 (Three lakh) Pieces 30 kg Capacity Hessian new Gunnies made in the year 2025 or latest. (JASHORE SADAR LSD, JASHORE-1,00,000, NAVARON LSD, JASHORE-1,00,000, NOAPARA LSD, JASHORE-50,000, SHARIATPUR SADAR LSD, SHARIATPUR-50,000 PCS.)	[1047, 1468, 1366, 1535]
sidebar1-source: ■ আলজাজিরা	[16, 335, 189, 352]
schedule-line: 17 September 2025,	[1369, 1429, 1458, 1441]
table-row	[957, 1144, 1494, 1198]
sidebar3-source: ■ জোবার টাইমস	[16, 1468, 189, 1485]
france-source: ■ আনাদোলু এজেন্সি	[717, 1914, 927, 1931]
tender-date: Dated : 03/09/2025.	[1404, 433, 1494, 445]
tender-id: 1140470 (Goods-OTM)	[988, 1198, 1047, 1252]
tender-name: Procurement of 3,00,000 (Three lakh) Pieces 30 kg Capacity Hessian new Gunnies made in the year 2025 or latest. (BANIACHANG LSD, HABIGANJ-2,00,000, SREEMANGAL LSD, MAULAVIBAZAR-1,00,000 PCS.)	[1047, 799, 1366, 853]
tender-name: Procurement of 3,00,000 (Three lakh) Pieces 30 kg Capacity Hessian new Gunnies made in the year 2025 or latest. (DAULATGANJ LSD, CUMILLA-2,00,000, DEBIDWAR LSD, CUMILLA-1,00,000 PCS.)	[1047, 1090, 1366, 1144]
